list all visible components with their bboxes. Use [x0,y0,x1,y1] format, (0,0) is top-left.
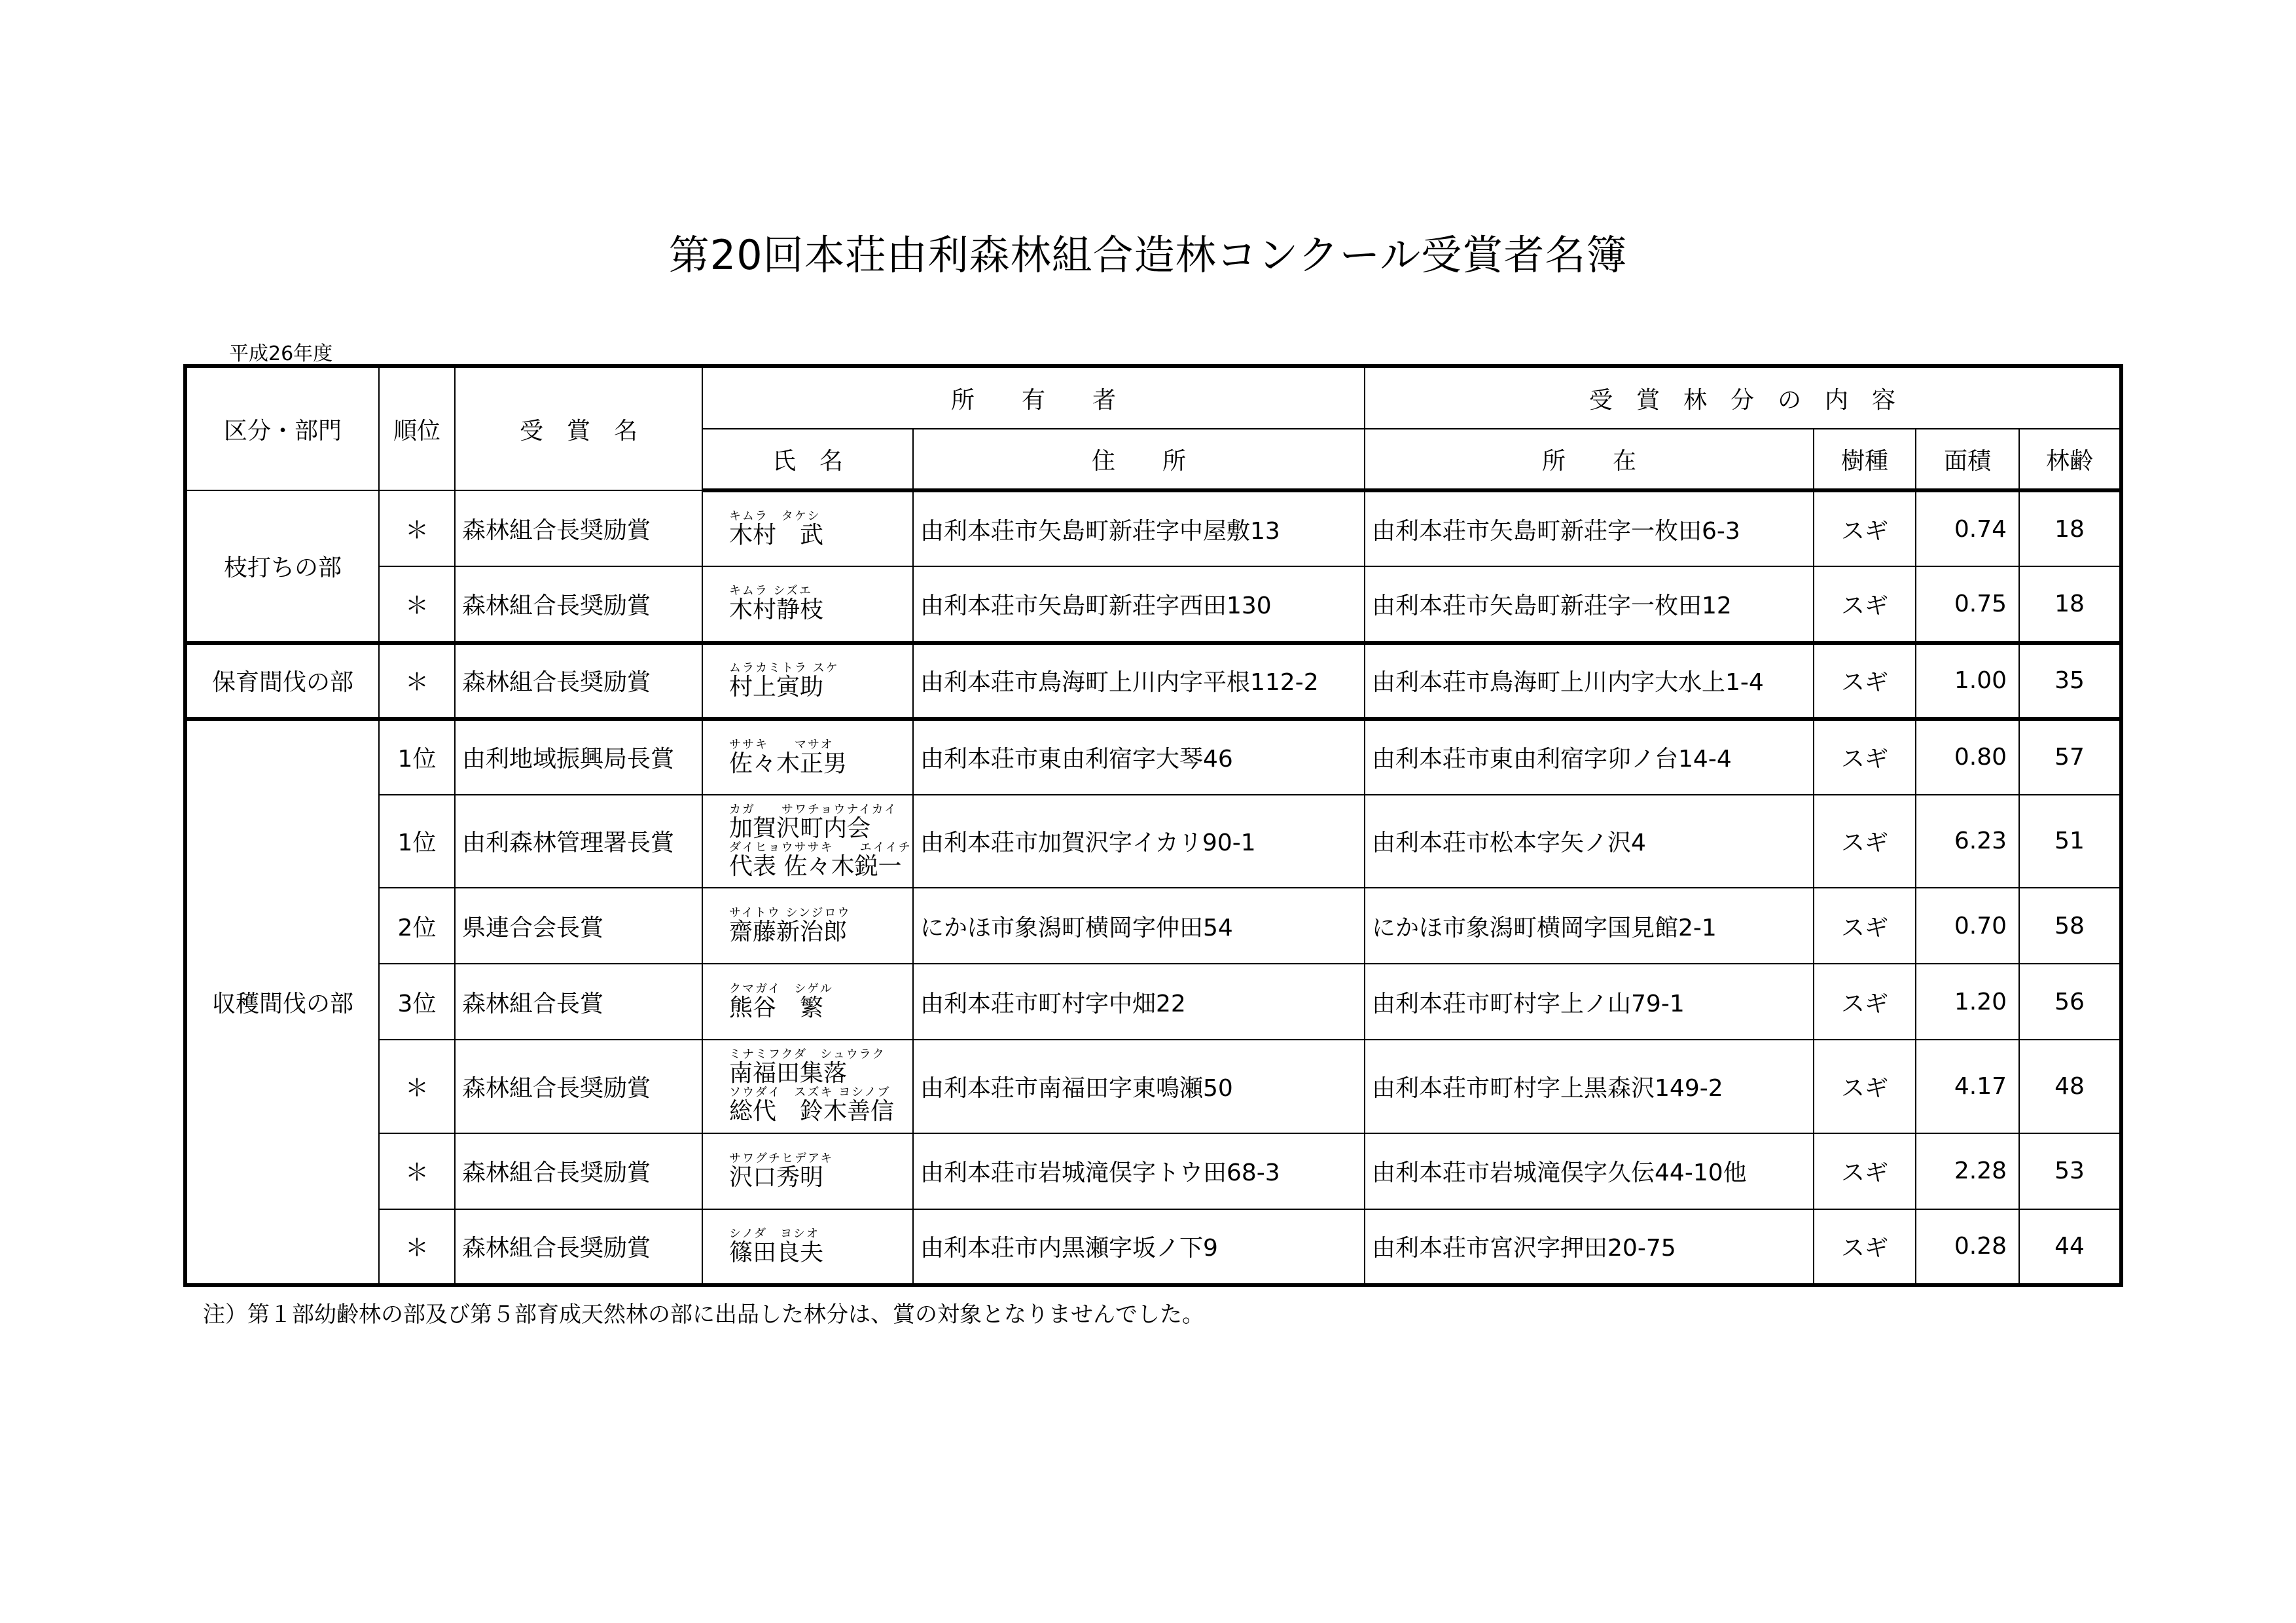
age-cell: 53 [2019,1133,2121,1209]
species-cell: スギ [1814,643,1916,719]
forest-location-cell: 由利本荘市岩城滝俣字久伝44-10他 [1365,1133,1814,1209]
owner-address-cell: 由利本荘市南福田字東鳴瀬50 [913,1040,1365,1133]
table-row [185,964,2121,1040]
name-reading: ササキ マサオ [729,737,834,752]
award-cell: 森林組合長賞 [455,964,702,1040]
area-cell: 6.23 [1916,795,2019,888]
table-row [185,719,2121,795]
footnote: 注）第１部幼齢林の部及び第５部育成天然林の部に出品した林分は、賞の対象となりませんでした。 [203,1302,1204,1328]
rank-cell: ＊ [379,490,455,566]
award-cell: 森林組合長奨励賞 [455,643,702,719]
species-cell: スギ [1814,1209,1916,1285]
area-cell: 4.17 [1916,1040,2019,1133]
header-species: 樹種 [1814,429,1916,490]
section-category: 枝打ちの部 [185,490,379,642]
species-cell: スギ [1814,795,1916,888]
award-cell: 森林組合長奨励賞 [455,1209,702,1285]
owner-name-cell [702,490,913,566]
table-row [185,566,2121,642]
forest-location-cell: 由利本荘市矢島町新荘字一枚田6-3 [1365,490,1814,566]
table-row [185,1040,2121,1133]
owner-name-cell [702,719,913,795]
owner-name: 代表 佐々木鋭一 [729,852,902,880]
species-cell: スギ [1814,964,1916,1040]
award-cell: 由利森林管理署長賞 [455,795,702,888]
species-cell: スギ [1814,1133,1916,1209]
table-row [185,643,2121,719]
table-row [185,1133,2121,1209]
rank-cell: 3位 [379,964,455,1040]
table-row [185,888,2121,964]
owner-name-cell [702,1133,913,1209]
header-owner: 所 有 者 [702,366,1365,429]
age-cell: 56 [2019,964,2121,1040]
header-location: 所 在 [1365,429,1814,490]
rank-cell: ＊ [379,1133,455,1209]
header-area: 面積 [1916,429,2019,490]
table-row [185,795,2121,888]
header-address: 住 所 [913,429,1365,490]
owner-name: 木村静枝 [729,596,824,624]
species-cell: スギ [1814,566,1916,642]
rank-cell: ＊ [379,643,455,719]
owner-name: 加賀沢町内会 [729,814,871,842]
forest-location-cell: にかほ市象潟町横岡字国見館2-1 [1365,888,1814,964]
forest-location-cell: 由利本荘市東由利宿字卯ノ台14-4 [1365,719,1814,795]
name-reading: ムラカミトラ スケ [729,661,839,675]
name-reading: シノダ ヨシオ [729,1226,820,1241]
name-reading: クマガイ シゲル [729,982,833,996]
owner-name-cell [702,1209,913,1285]
owner-name-cell [702,643,913,719]
header-rank: 順位 [379,366,455,490]
area-cell: 0.80 [1916,719,2019,795]
award-cell: 森林組合長奨励賞 [455,1040,702,1133]
owner-name: 村上寅助 [729,673,824,701]
age-cell: 44 [2019,1209,2121,1285]
name-reading: ソウダイ スズキ ヨシノブ [729,1085,891,1100]
owner-address-cell: 由利本荘市加賀沢字イカリ90-1 [913,795,1365,888]
area-cell: 1.20 [1916,964,2019,1040]
forest-location-cell: 由利本荘市松本字矢ノ沢4 [1365,795,1814,888]
awardee-table [183,364,2123,1287]
age-cell: 18 [2019,566,2121,642]
area-cell: 1.00 [1916,643,2019,719]
header-age: 林齢 [2019,429,2121,490]
owner-name: 齋藤新治郎 [729,919,848,946]
owner-address-cell: 由利本荘市矢島町新荘字中屋敷13 [913,490,1365,566]
header-content: 受 賞 林 分 の 内 容 [1365,366,2121,429]
name-reading: サワグチヒデアキ [729,1151,834,1165]
species-cell: スギ [1814,888,1916,964]
age-cell: 57 [2019,719,2121,795]
owner-address-cell: 由利本荘市東由利宿字大琴46 [913,719,1365,795]
header-category: 区分・部門 [185,366,379,490]
name-reading: サイトウ シンジロウ [729,906,851,921]
rank-cell: ＊ [379,1040,455,1133]
age-cell: 51 [2019,795,2121,888]
award-cell: 森林組合長奨励賞 [455,490,702,566]
area-cell: 0.28 [1916,1209,2019,1285]
section-category: 収穫間伐の部 [185,719,379,1285]
name-reading: キムラ シズエ [729,584,813,598]
award-cell: 森林組合長奨励賞 [455,566,702,642]
owner-name-cell [702,888,913,964]
species-cell: スギ [1814,719,1916,795]
award-cell: 由利地域振興局長賞 [455,719,702,795]
rank-cell: 1位 [379,795,455,888]
owner-name-cell [702,964,913,1040]
area-cell: 0.70 [1916,888,2019,964]
name-reading: ダイヒョウササキ エイイチ [729,840,912,854]
species-cell: スギ [1814,490,1916,566]
owner-name: 南福田集落 [729,1060,848,1087]
owner-address-cell: 由利本荘市岩城滝俣字トウ田68-3 [913,1133,1365,1209]
fiscal-year: 平成26年度 [229,342,333,365]
owner-name: 熊谷 繁 [729,994,824,1022]
name-reading: カガ サワチョウナイカイ [729,802,898,816]
age-cell: 18 [2019,490,2121,566]
owner-address-cell: 由利本荘市内黒瀬字坂ノ下9 [913,1209,1365,1285]
owner-name-cell [702,795,913,888]
owner-name: 沢口秀明 [729,1163,824,1191]
section-category: 保育間伐の部 [185,643,379,719]
owner-address-cell: 由利本荘市町村字中畑22 [913,964,1365,1040]
area-cell: 0.75 [1916,566,2019,642]
owner-name: 篠田良夫 [729,1239,824,1266]
name-reading: キムラ タケシ [729,509,821,524]
owner-address-cell: にかほ市象潟町横岡字仲田54 [913,888,1365,964]
name-reading: ミナミフクダ シュウラク [729,1048,886,1062]
species-cell: スギ [1814,1040,1916,1133]
table-row [185,490,2121,566]
owner-name-cell [702,566,913,642]
forest-location-cell: 由利本荘市町村字上黒森沢149-2 [1365,1040,1814,1133]
header-name: 氏 名 [702,429,913,490]
owner-name: 木村 武 [729,522,824,549]
header-award: 受 賞 名 [455,366,702,490]
rank-cell: 2位 [379,888,455,964]
rank-cell: ＊ [379,1209,455,1285]
owner-name: 総代 鈴木善信 [729,1098,895,1125]
age-cell: 58 [2019,888,2121,964]
rank-cell: 1位 [379,719,455,795]
award-cell: 森林組合長奨励賞 [455,1133,702,1209]
age-cell: 35 [2019,643,2121,719]
table-row [185,1209,2121,1285]
owner-address-cell: 由利本荘市鳥海町上川内字平根112-2 [913,643,1365,719]
page-title: 第20回本荘由利森林組合造林コンクール受賞者名簿 [668,231,1628,279]
forest-location-cell: 由利本荘市町村字上ノ山79-1 [1365,964,1814,1040]
owner-name-cell [702,1040,913,1133]
award-cell: 県連合会長賞 [455,888,702,964]
age-cell: 48 [2019,1040,2121,1133]
owner-address-cell: 由利本荘市矢島町新荘字西田130 [913,566,1365,642]
rank-cell: ＊ [379,566,455,642]
area-cell: 2.28 [1916,1133,2019,1209]
area-cell: 0.74 [1916,490,2019,566]
forest-location-cell: 由利本荘市矢島町新荘字一枚田12 [1365,566,1814,642]
forest-location-cell: 由利本荘市宮沢字押田20-75 [1365,1209,1814,1285]
forest-location-cell: 由利本荘市鳥海町上川内字大水上1-4 [1365,643,1814,719]
owner-name: 佐々木正男 [729,750,848,777]
